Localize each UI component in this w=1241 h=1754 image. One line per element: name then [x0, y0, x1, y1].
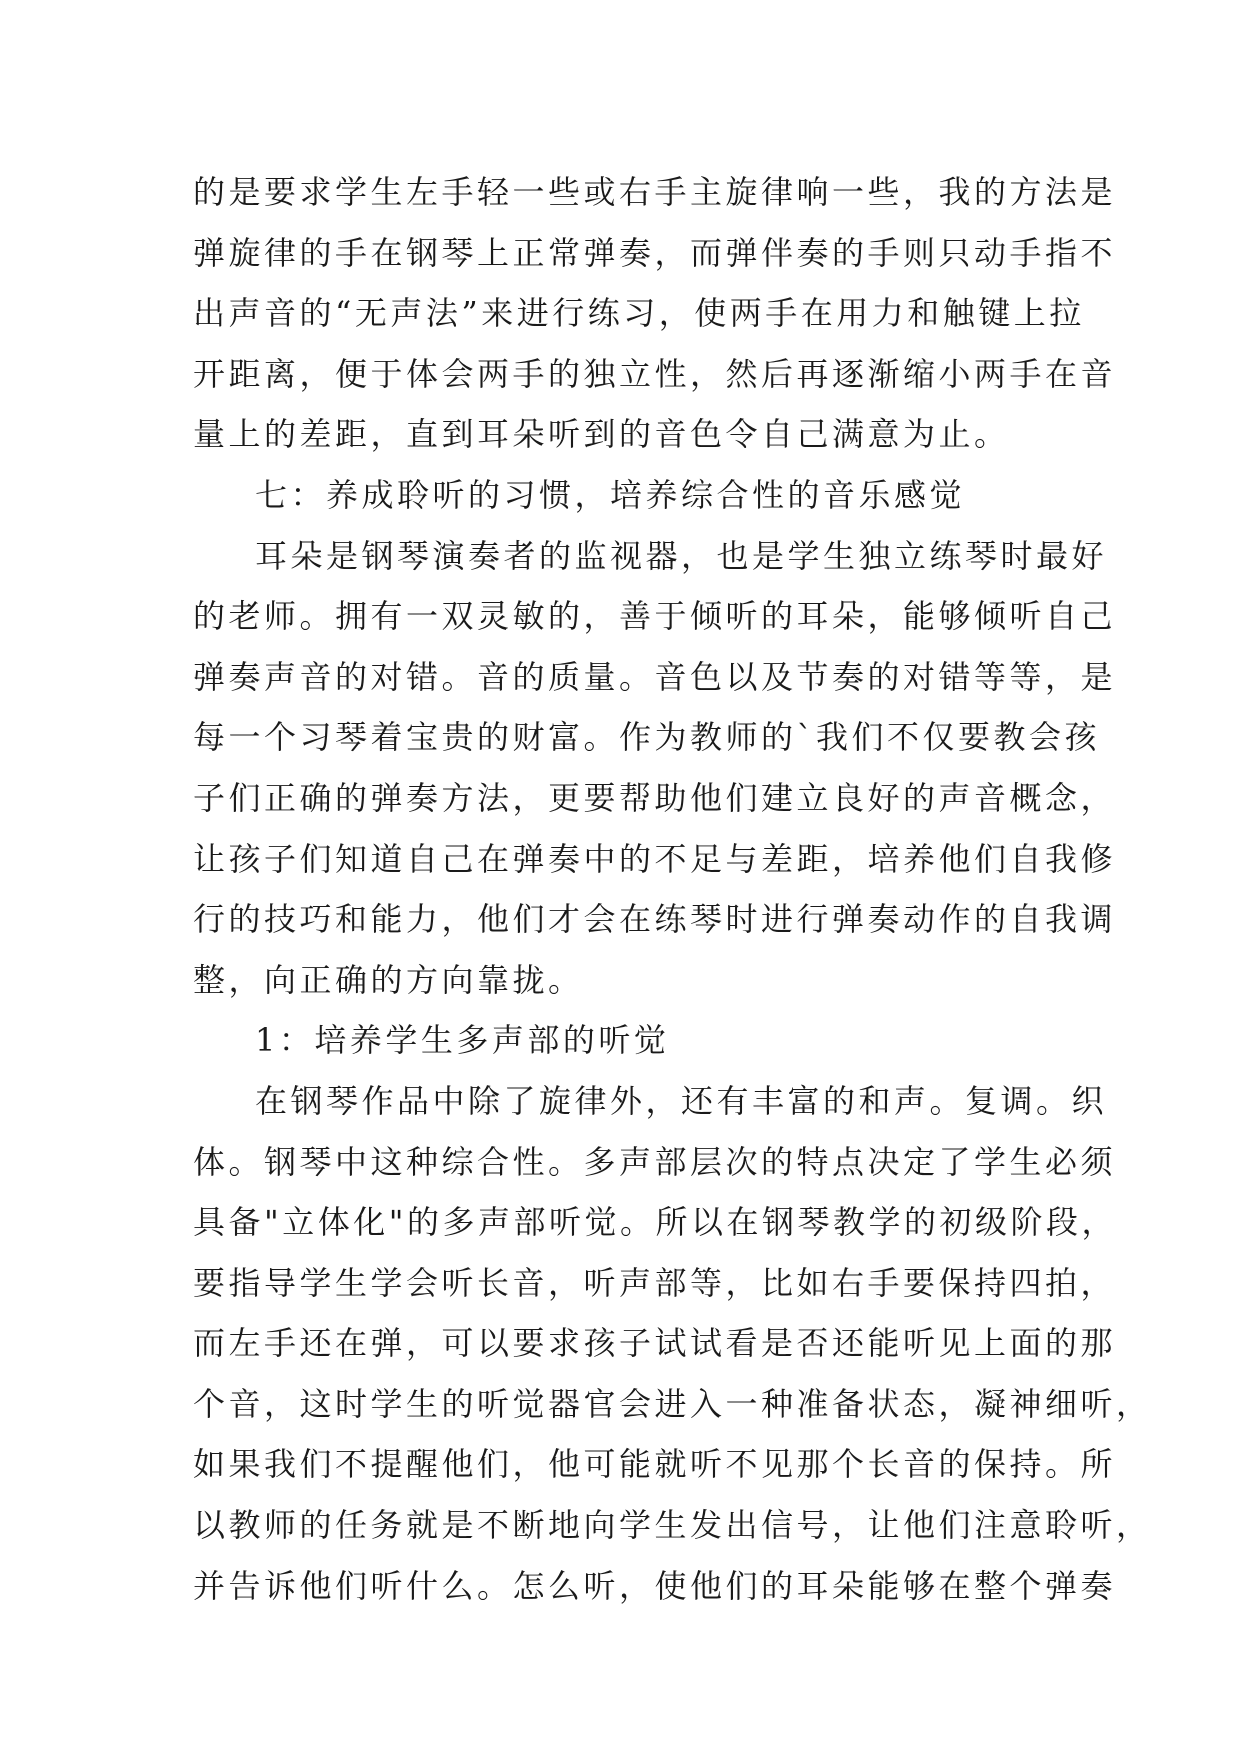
text-line: 开距离，便于体会两手的独立性，然后再逐渐缩小两手在音 [193, 354, 1117, 393]
text-line: 的是要求学生左手轻一些或右手主旋律响一些，我的方法是 [193, 173, 1117, 211]
text-line: 在钢琴作品中除了旋律外，还有丰富的和声。复调。织 [255, 1081, 1108, 1120]
text-line: 如果我们不提醒他们，他可能就听不见那个长音的保持。所 [193, 1445, 1117, 1484]
text-line: 要指导学生学会听长音，听声部等，比如右手要保持四拍， [193, 1263, 1117, 1302]
text-line: 行的技巧和能力，他们才会在练琴时进行弹奏动作的自我调 [193, 900, 1117, 939]
text-line: 1：培养学生多声部的听觉 [255, 1021, 670, 1060]
text-line: 七：养成聆听的习惯，培养综合性的音乐感觉 [255, 475, 966, 514]
text-line: 的老师。拥有一双灵敏的，善于倾听的耳朵，能够倾听自己 [193, 597, 1117, 636]
text-line: 量上的差距，直到耳朵听到的音色令自己满意为止。 [193, 415, 1010, 454]
text-line: 而左手还在弹，可以要求孩子试试看是否还能听见上面的那 [193, 1324, 1117, 1363]
text-line: 个音，这时学生的听觉器官会进入一种准备状态，凝神细听， [193, 1384, 1152, 1423]
text-line: 弹奏声音的对错。音的质量。音色以及节奏的对错等等，是 [193, 657, 1117, 696]
body-text [193, 162, 1152, 1616]
text-line: 具备"立体化"的多声部听觉。所以在钢琴教学的初级阶段， [193, 1203, 1117, 1242]
text-line: 让孩子们知道自己在弹奏中的不足与差距，培养他们自我修 [193, 839, 1117, 878]
text-line: 体。钢琴中这种综合性。多声部层次的特点决定了学生必须 [193, 1142, 1117, 1181]
text-line: 以教师的任务就是不断地向学生发出信号，让他们注意聆听， [193, 1506, 1152, 1545]
text-line: 子们正确的弹奏方法，更要帮助他们建立良好的声音概念， [193, 778, 1117, 817]
text-line: 弹旋律的手在钢琴上正常弹奏，而弹伴奏的手则只动手指不 [193, 233, 1117, 272]
text-line: 每一个习琴着宝贵的财富。作为教师的`我们不仅要教会孩 [193, 718, 1101, 757]
text-line: 整，向正确的方向靠拢。 [193, 960, 584, 999]
text-line: 耳朵是钢琴演奏者的监视器，也是学生独立练琴时最好 [255, 536, 1108, 575]
text-line: 并告诉他们听什么。怎么听，使他们的耳朵能够在整个弹奏 [193, 1566, 1117, 1605]
text-line: 出声音的“无声法”来进行练习，使两手在用力和触键上拉 [193, 294, 1085, 333]
